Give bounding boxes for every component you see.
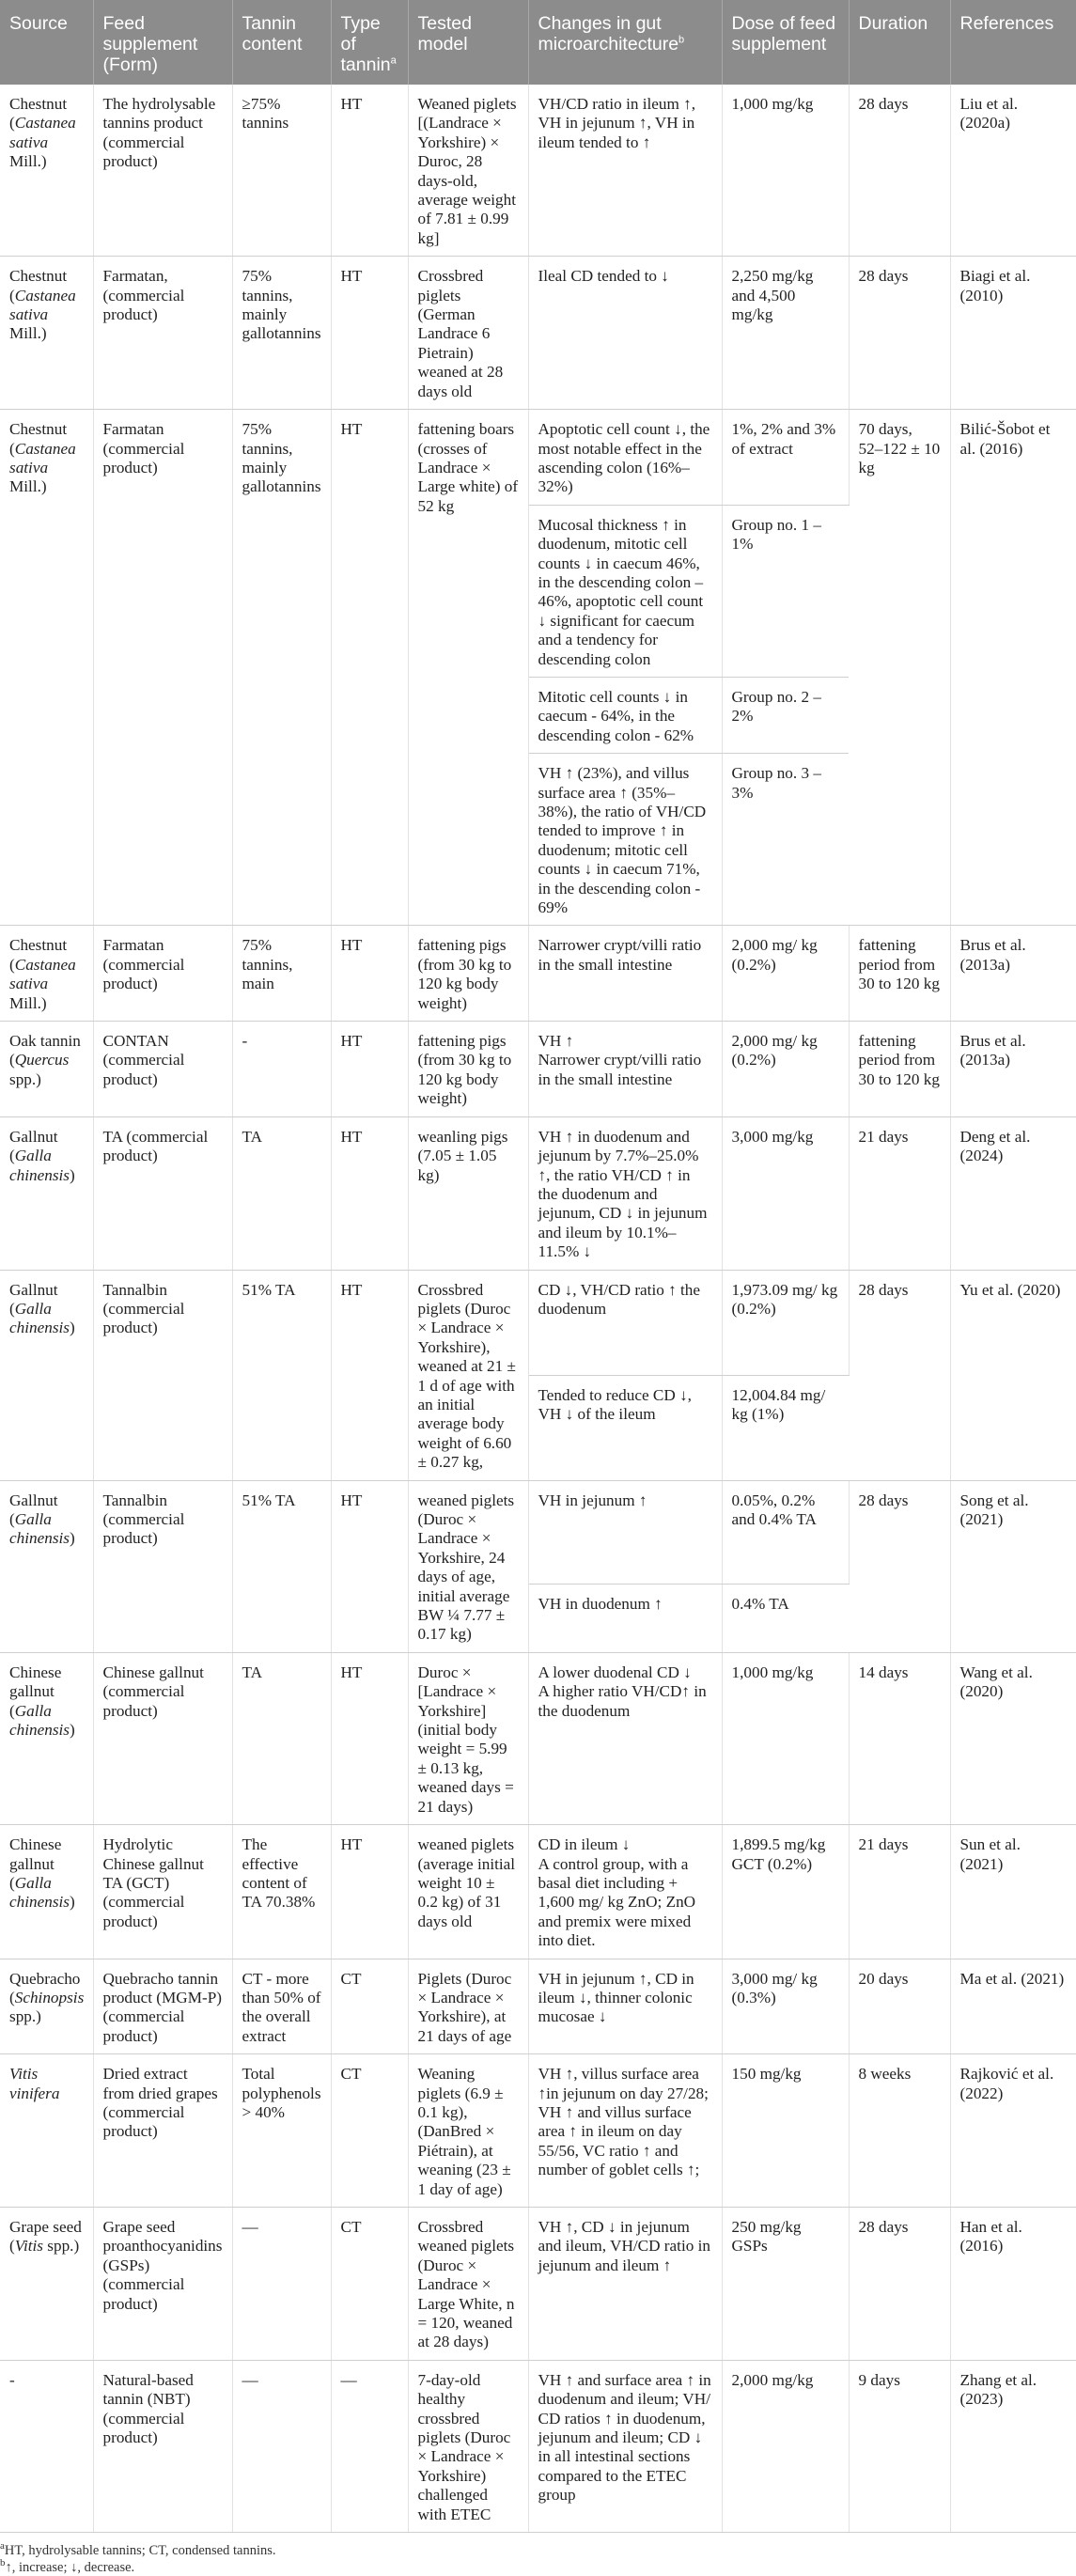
source-suffix: spp.) bbox=[42, 2237, 80, 2256]
cell-model: weanling pigs (7.05 ± 1.05 kg) bbox=[408, 1116, 528, 1270]
cell-dose: 2,250 mg/kg and 4,500 mg/kg bbox=[722, 257, 849, 410]
cell-dose: 1,000 mg/kg bbox=[722, 1652, 849, 1824]
cell-type: HT bbox=[331, 85, 408, 257]
cell-changes: Apoptotic cell count ↓, the most notable effect in the ascending colon (16%–32%) bbox=[528, 410, 722, 506]
cell-changes: CD in ileum ↓ A control group, with a basal diet including + 1,600 mg/ kg ZnO; ZnO and premix were mixed into diet. bbox=[528, 1825, 722, 1959]
cell-source bbox=[0, 1652, 93, 1824]
footnote-a bbox=[0, 2542, 1076, 2559]
cell-dose: 2,000 mg/kg bbox=[722, 2360, 849, 2532]
source-text: Gallnut ( bbox=[9, 1280, 58, 1318]
cell-dose: 1,973.09 mg/ kg (0.2%) bbox=[722, 1270, 849, 1375]
source-text: Oak tannin ( bbox=[9, 1032, 81, 1069]
header-type-label: Type of tannin bbox=[340, 13, 391, 75]
cell-tannin-content: Total polyphenols > 40% bbox=[232, 2054, 331, 2208]
cell-source bbox=[0, 1270, 93, 1480]
cell-feed: The hydrolysable tannins product (commercial product) bbox=[93, 85, 232, 257]
cell-model: Weaning piglets (6.9 ± 0.1 kg), (DanBred × Piétrain), at weaning (23 ± 1 day of age) bbox=[408, 2054, 528, 2208]
cell-changes: CD ↓, VH/CD ratio ↑ the duodenum bbox=[528, 1270, 722, 1375]
cell-dose: 0.05%, 0.2% and 0.4% TA bbox=[722, 1480, 849, 1584]
table-row bbox=[0, 1270, 1076, 1375]
cell-duration: 28 days bbox=[849, 2208, 950, 2361]
source-species: Vitis vinifera bbox=[9, 2065, 60, 2102]
header-references: References bbox=[950, 0, 1076, 85]
cell-reference: Brus et al. (2013a) bbox=[950, 926, 1076, 1022]
cell-dose: 0.4% TA bbox=[722, 1584, 849, 1652]
cell-source bbox=[0, 2054, 93, 2208]
cell-changes: Narrower crypt/villi ratio in the small intestine bbox=[528, 926, 722, 1022]
cell-tannin-content: — bbox=[232, 2360, 331, 2532]
table-body bbox=[0, 85, 1076, 2533]
cell-source bbox=[0, 1959, 93, 2054]
cell-reference: Yu et al. (2020) bbox=[950, 1270, 1076, 1480]
source-species: Vitis bbox=[14, 2237, 43, 2256]
source-text: Chestnut ( bbox=[9, 95, 68, 133]
cell-changes: VH in jejunum ↑, CD in ileum ↓, thinner colonic mucosae ↓ bbox=[528, 1959, 722, 2054]
source-suffix: ) bbox=[69, 1529, 75, 1548]
cell-feed: Farmatan (commercial product) bbox=[93, 926, 232, 1022]
cell-reference: Han et al. (2016) bbox=[950, 2208, 1076, 2361]
header-dose: Dose of feed supplement bbox=[722, 0, 849, 85]
cell-tannin-content: 75% tannins, mainly gallotannins bbox=[232, 410, 331, 926]
header-feed: Feed supplement (Form) bbox=[93, 0, 232, 85]
cell-reference: Sun et al. (2021) bbox=[950, 1825, 1076, 1959]
table-row bbox=[0, 2208, 1076, 2361]
header-changes-sup: b bbox=[678, 34, 685, 46]
cell-source bbox=[0, 257, 93, 410]
source-text: - bbox=[9, 2370, 15, 2389]
cell-type: HT bbox=[331, 1116, 408, 1270]
cell-duration: 70 days, 52–122 ± 10 kg bbox=[849, 410, 950, 926]
table-row bbox=[0, 2054, 1076, 2208]
cell-model: Crossbred piglets (Duroc × Landrace × Yorkshire), weaned at 21 ± 1 d of age with an initial average body weight of 6.60 ± 0.27 kg, bbox=[408, 1270, 528, 1480]
footnotes bbox=[0, 2533, 1076, 2576]
cell-duration: 9 days bbox=[849, 2360, 950, 2532]
cell-changes: A lower duodenal CD ↓ A higher ratio VH/CD↑ in the duodenum bbox=[528, 1652, 722, 1824]
table-row bbox=[0, 85, 1076, 257]
cell-model: weaned piglets (average initial weight 10 ± 0.2 kg) of 31 days old bbox=[408, 1825, 528, 1959]
cell-tannin-content: ≥75% tannins bbox=[232, 85, 331, 257]
source-species: Castanea sativa bbox=[9, 114, 76, 151]
cell-source bbox=[0, 1825, 93, 1959]
cell-type: HT bbox=[331, 1480, 408, 1652]
source-text: Chinese gallnut ( bbox=[9, 1663, 62, 1720]
cell-feed: Chinese gallnut (commercial product) bbox=[93, 1652, 232, 1824]
source-text: Gallnut ( bbox=[9, 1127, 58, 1165]
cell-duration: 28 days bbox=[849, 1480, 950, 1652]
source-text: Chinese gallnut ( bbox=[9, 1835, 62, 1892]
cell-type: — bbox=[331, 2360, 408, 2532]
cell-dose: 1,000 mg/kg bbox=[722, 85, 849, 257]
cell-tannin-content: 75% tannins, main bbox=[232, 926, 331, 1022]
cell-dose: Group no. 2 – 2% bbox=[722, 677, 849, 753]
cell-feed: Farmatan, (commercial product) bbox=[93, 257, 232, 410]
cell-changes: VH ↑, CD ↓ in jejunum and ileum, VH/CD ratio in jejunum and ileum ↑ bbox=[528, 2208, 722, 2361]
cell-type: HT bbox=[331, 410, 408, 926]
cell-type: CT bbox=[331, 1959, 408, 2054]
cell-dose: Group no. 3 – 3% bbox=[722, 754, 849, 926]
cell-feed: Natural-based tannin (NBT) (commercial product) bbox=[93, 2360, 232, 2532]
source-text: Gallnut ( bbox=[9, 1491, 58, 1528]
source-species: Castanea sativa bbox=[9, 439, 76, 476]
header-row bbox=[0, 0, 1076, 85]
cell-feed: Hydrolytic Chinese gallnut TA (GCT) (commercial product) bbox=[93, 1825, 232, 1959]
source-suffix: Mill.) bbox=[9, 993, 47, 1012]
source-text: Chestnut ( bbox=[9, 267, 68, 304]
cell-model: weaned piglets (Duroc × Landrace × Yorkshire, 24 days of age, initial average BW ¼ 7.77 ± 0.17 kg) bbox=[408, 1480, 528, 1652]
cell-feed: TA (commercial product) bbox=[93, 1116, 232, 1270]
footnote-b bbox=[0, 2559, 1076, 2576]
cell-dose: 2,000 mg/ kg (0.2%) bbox=[722, 926, 849, 1022]
cell-dose: 3,000 mg/kg bbox=[722, 1116, 849, 1270]
footnote-b-mark: b bbox=[0, 2557, 6, 2569]
source-text: Quebracho ( bbox=[9, 1969, 81, 2006]
cell-reference: Brus et al. (2013a) bbox=[950, 1022, 1076, 1117]
source-species: Castanea sativa bbox=[9, 955, 76, 993]
cell-model: fattening pigs (from 30 kg to 120 kg body weight) bbox=[408, 1022, 528, 1117]
source-text: Chestnut ( bbox=[9, 420, 68, 458]
cell-tannin-content: 51% TA bbox=[232, 1270, 331, 1480]
cell-model: Piglets (Duroc × Landrace × Yorkshire), at 21 days of age bbox=[408, 1959, 528, 2054]
table-row bbox=[0, 1022, 1076, 1117]
cell-model: Crossbred weaned piglets (Duroc × Landrace × Large White, n = 120, weaned at 28 days) bbox=[408, 2208, 528, 2361]
cell-reference: Deng et al. (2024) bbox=[950, 1116, 1076, 1270]
cell-type: HT bbox=[331, 926, 408, 1022]
cell-tannin-content: 75% tannins, mainly gallotannins bbox=[232, 257, 331, 410]
header-type-sup: a bbox=[390, 55, 397, 67]
cell-reference: Wang et al. (2020) bbox=[950, 1652, 1076, 1824]
table-row bbox=[0, 1480, 1076, 1584]
table-row bbox=[0, 1116, 1076, 1270]
header-changes bbox=[528, 0, 722, 85]
header-changes-label: Changes in gut microarchitecture bbox=[538, 13, 679, 55]
cell-changes: VH in duodenum ↑ bbox=[528, 1584, 722, 1652]
source-species: Schinopsis bbox=[14, 1988, 85, 2006]
footnote-b-text: ↑, increase; ↓, decrease. bbox=[5, 2560, 135, 2576]
cell-type: HT bbox=[331, 1022, 408, 1117]
cell-duration: fattening period from 30 to 120 kg bbox=[849, 1022, 950, 1117]
cell-reference: Zhang et al. (2023) bbox=[950, 2360, 1076, 2532]
cell-dose: 12,004.84 mg/ kg (1%) bbox=[722, 1375, 849, 1480]
cell-type: HT bbox=[331, 1270, 408, 1480]
cell-dose: Group no. 1 – 1% bbox=[722, 505, 849, 677]
cell-duration: 28 days bbox=[849, 1270, 950, 1480]
cell-duration: 28 days bbox=[849, 257, 950, 410]
cell-tannin-content: CT - more than 50% of the overall extract bbox=[232, 1959, 331, 2054]
cell-dose: 1,899.5 mg/kg GCT (0.2%) bbox=[722, 1825, 849, 1959]
cell-tannin-content: - bbox=[232, 1022, 331, 1117]
cell-changes: VH ↑ Narrower crypt/villi ratio in the small intestine bbox=[528, 1022, 722, 1117]
cell-feed: Tannalbin (commercial product) bbox=[93, 1270, 232, 1480]
source-species: Galla chinensis bbox=[9, 1510, 70, 1548]
cell-duration: 21 days bbox=[849, 1825, 950, 1959]
source-suffix: ) bbox=[69, 1165, 75, 1184]
cell-source bbox=[0, 2360, 93, 2532]
table-row bbox=[0, 2360, 1076, 2532]
cell-source bbox=[0, 1022, 93, 1117]
cell-changes: Tended to reduce CD ↓, VH ↓ of the ileum bbox=[528, 1375, 722, 1480]
cell-source bbox=[0, 1480, 93, 1652]
cell-dose: 250 mg/kg GSPs bbox=[722, 2208, 849, 2361]
cell-dose: 3,000 mg/ kg (0.3%) bbox=[722, 1959, 849, 2054]
cell-tannin-content: 51% TA bbox=[232, 1480, 331, 1652]
source-suffix: ) bbox=[69, 1893, 75, 1912]
cell-changes: Mucosal thickness ↑ in duodenum, mitotic cell counts ↓ in caecum 46%, in the descending colon –46%, apoptotic cell count ↓ significant for caecum and a tendency for descending colon bbox=[528, 505, 722, 677]
source-suffix: Mill.) bbox=[9, 477, 47, 496]
cell-reference: Rajković et al. (2022) bbox=[950, 2054, 1076, 2208]
source-species: Quercus bbox=[14, 1051, 70, 1069]
cell-tannin-content: TA bbox=[232, 1116, 331, 1270]
table-row bbox=[0, 926, 1076, 1022]
source-species: Galla chinensis bbox=[9, 1299, 70, 1337]
table-row bbox=[0, 410, 1076, 506]
cell-duration: 28 days bbox=[849, 85, 950, 257]
cell-duration: 14 days bbox=[849, 1652, 950, 1824]
cell-dose: 1%, 2% and 3% of extract bbox=[722, 410, 849, 506]
cell-model: Crossbred piglets (German Landrace 6 Pietrain) weaned at 28 days old bbox=[408, 257, 528, 410]
cell-dose: 150 mg/kg bbox=[722, 2054, 849, 2208]
source-text: Grape seed ( bbox=[9, 2218, 82, 2256]
cell-changes: VH ↑ (23%), and villus surface area ↑ (35%–38%), the ratio of VH/CD tended to improve ↑ in duodenum; mitotic cell counts ↓ in caecum 71%, in the descending colon - 69% bbox=[528, 754, 722, 926]
cell-type: CT bbox=[331, 2054, 408, 2208]
cell-model: Weaned piglets [(Landrace × Yorkshire) × Duroc, 28 days-old, average weight of 7.81 ± 0.99 kg] bbox=[408, 85, 528, 257]
cell-dose: 2,000 mg/ kg (0.2%) bbox=[722, 1022, 849, 1117]
header-type bbox=[331, 0, 408, 85]
cell-type: CT bbox=[331, 2208, 408, 2361]
table-row bbox=[0, 1825, 1076, 1959]
table-row bbox=[0, 257, 1076, 410]
cell-type: HT bbox=[331, 257, 408, 410]
footnote-a-mark: a bbox=[0, 2540, 5, 2553]
source-suffix: ) bbox=[69, 1721, 75, 1740]
source-species: Castanea sativa bbox=[9, 286, 76, 324]
cell-source bbox=[0, 2208, 93, 2361]
source-species: Galla chinensis bbox=[9, 1873, 70, 1912]
header-model: Tested model bbox=[408, 0, 528, 85]
cell-reference: Ma et al. (2021) bbox=[950, 1959, 1076, 2054]
cell-feed: Tannalbin (commercial product) bbox=[93, 1480, 232, 1652]
cell-model: Duroc × [Landrace × Yorkshire] (initial body weight = 5.99 ± 0.13 kg, weaned days = 21 days) bbox=[408, 1652, 528, 1824]
cell-reference: Bilić-Šobot et al. (2016) bbox=[950, 410, 1076, 926]
header-source: Source bbox=[0, 0, 93, 85]
cell-type: HT bbox=[331, 1652, 408, 1824]
cell-source bbox=[0, 1116, 93, 1270]
cell-reference: Song et al. (2021) bbox=[950, 1480, 1076, 1652]
cell-changes: VH ↑ in duodenum and jejunum by 7.7%–25.0% ↑, the ratio VH/CD ↑ in the duodenum and jejunum, CD ↓ in jejunum and ileum by 10.1%–11.5% ↓ bbox=[528, 1116, 722, 1270]
cell-model: fattening pigs (from 30 kg to 120 kg body weight) bbox=[408, 926, 528, 1022]
source-species: Galla chinensis bbox=[9, 1147, 70, 1184]
header-tannin-content: Tannin content bbox=[232, 0, 331, 85]
source-suffix: spp.) bbox=[9, 1069, 41, 1088]
cell-changes: VH ↑, villus surface area ↑in jejunum on day 27/28; VH ↑ and villus surface area ↑ in ileum on day 55/56, VC ratio ↑ and number of goblet cells ↑; bbox=[528, 2054, 722, 2208]
source-suffix: Mill.) bbox=[9, 152, 47, 171]
source-suffix: spp.) bbox=[9, 2007, 41, 2026]
cell-duration: fattening period from 30 to 120 kg bbox=[849, 926, 950, 1022]
cell-source bbox=[0, 85, 93, 257]
cell-changes: VH in jejunum ↑ bbox=[528, 1480, 722, 1584]
footnote-a-text: HT, hydrolysable tannins; CT, condensed tannins. bbox=[4, 2543, 276, 2559]
cell-type: HT bbox=[331, 1825, 408, 1959]
cell-tannin-content: TA bbox=[232, 1652, 331, 1824]
cell-source bbox=[0, 410, 93, 926]
source-text: Chestnut ( bbox=[9, 936, 68, 974]
source-species: Galla chinensis bbox=[9, 1701, 70, 1740]
cell-duration: 21 days bbox=[849, 1116, 950, 1270]
cell-changes: Ileal CD tended to ↓ bbox=[528, 257, 722, 410]
table-row bbox=[0, 1959, 1076, 2054]
cell-tannin-content: — bbox=[232, 2208, 331, 2361]
cell-changes: VH/CD ratio in ileum ↑, VH in jejunum ↑, VH in ileum tended to ↑ bbox=[528, 85, 722, 257]
cell-reference: Liu et al. (2020a) bbox=[950, 85, 1076, 257]
cell-duration: 20 days bbox=[849, 1959, 950, 2054]
table-row bbox=[0, 1652, 1076, 1824]
cell-duration: 8 weeks bbox=[849, 2054, 950, 2208]
cell-changes: VH ↑ and surface area ↑ in duodenum and ileum; VH/ CD ratios ↑ in duodenum, jejunum and ileum; CD ↓ in all intestinal sections compared to the ETEC group bbox=[528, 2360, 722, 2532]
cell-feed: Dried extract from dried grapes (commercial product) bbox=[93, 2054, 232, 2208]
cell-feed: Grape seed proanthocyanidins (GSPs) (commercial product) bbox=[93, 2208, 232, 2361]
cell-feed: Farmatan (commercial product) bbox=[93, 410, 232, 926]
cell-source bbox=[0, 926, 93, 1022]
source-suffix: ) bbox=[69, 1319, 75, 1337]
cell-feed: CONTAN (commercial product) bbox=[93, 1022, 232, 1117]
cell-reference: Biagi et al. (2010) bbox=[950, 257, 1076, 410]
cell-changes: Mitotic cell counts ↓ in caecum - 64%, in the descending colon - 62% bbox=[528, 677, 722, 753]
cell-tannin-content: The effective content of TA 70.38% bbox=[232, 1825, 331, 1959]
source-suffix: Mill.) bbox=[9, 324, 47, 343]
header-duration: Duration bbox=[849, 0, 950, 85]
cell-model: 7-day-old healthy crossbred piglets (Duroc × Landrace × Yorkshire) challenged with ETEC bbox=[408, 2360, 528, 2532]
cell-model: fattening boars (crosses of Landrace × Large white) of 52 kg bbox=[408, 410, 528, 926]
cell-feed: Quebracho tannin product (MGM-P) (commercial product) bbox=[93, 1959, 232, 2054]
